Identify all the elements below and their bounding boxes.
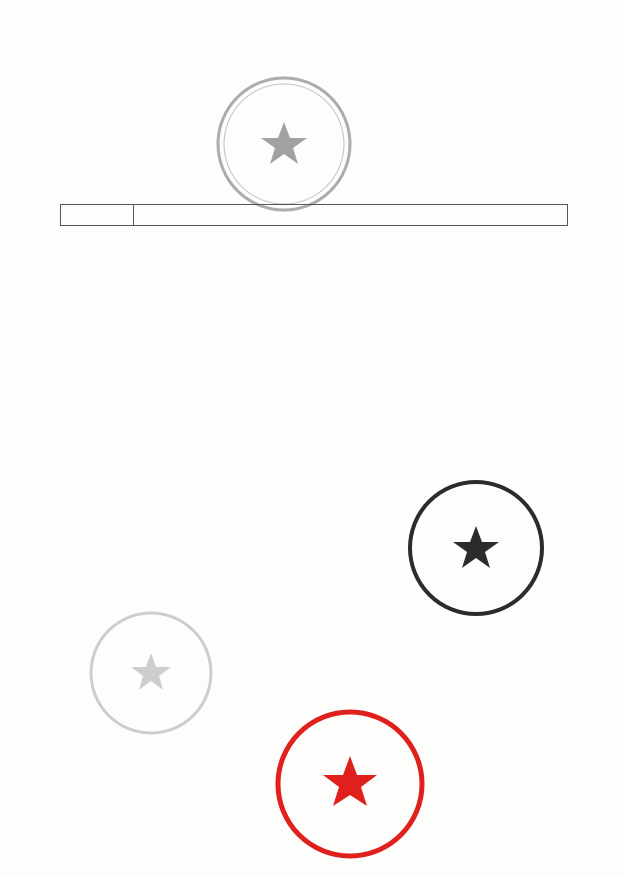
qa-seal-graphic bbox=[404, 476, 548, 620]
faded-seal-left bbox=[86, 608, 216, 738]
red-seal-graphic bbox=[272, 706, 428, 862]
qa-department-seal bbox=[404, 476, 548, 620]
inspection-seal-top bbox=[214, 74, 354, 214]
seal-top-graphic bbox=[214, 74, 354, 214]
basis-label bbox=[61, 205, 134, 226]
basis-row bbox=[61, 205, 568, 226]
basis-value bbox=[134, 205, 568, 226]
quality-management-seal bbox=[272, 706, 428, 862]
faded-seal-graphic bbox=[86, 608, 216, 738]
info-table bbox=[60, 204, 568, 226]
